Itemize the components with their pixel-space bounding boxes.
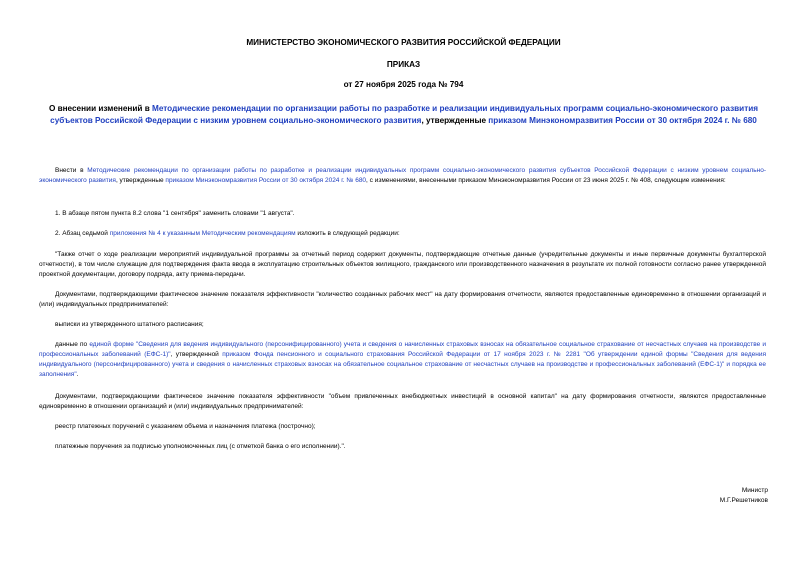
signature-role: Министр (741, 487, 768, 494)
item-1 (39, 209, 766, 219)
item-2 (39, 229, 766, 239)
intro-text-1: Внести в (55, 167, 88, 174)
signature-name: М.Г.Решетников (719, 497, 768, 504)
payment-orders-text: платежные поручения за подписью уполномоченных лиц (с отметкой банка о его исполнении).". (55, 443, 346, 450)
docs-investments-text: Документами, подтверждающими фактическое значение показателя эффективности "объем привлеченных внебюджетных инвестиций в основной капитал" на дату формирования отчетности, являются предоставленные единовременно в отношении организаций и (или) индивидуальных предпринимателей: (39, 393, 766, 410)
docs-investments-paragraph (39, 392, 766, 412)
order-date: от 27 ноября 2025 года № 794 (343, 80, 464, 89)
item-2-link-appendix[interactable]: приложения № 4 к указанным Методическим рекомендациям (109, 230, 296, 237)
item-2-text-2: изложить в следующей редакции: (295, 230, 400, 237)
ministry-name: МИНИСТЕРСТВО ЭКОНОМИЧЕСКОГО РАЗВИТИЯ РОССИЙСКОЙ ФЕДЕРАЦИИ (246, 38, 561, 47)
order-kind: ПРИКАЗ (386, 60, 421, 69)
extract-paragraph (39, 320, 766, 330)
registry-text: реестр платежных поручений с указанием объема и назначения платежа (построчно); (55, 423, 316, 430)
efs-link-order[interactable]: приказом Фонда пенсионного и социального страхования Российской Федерации от 17 ноября 2023 г. № 2281 "Об утверждении единой формы "Сведения для ведения индивидуального (персонифицированного) учета и сведения о начисленных страховых взносах на обязательное социальное страхование от несчастных случаев на производстве и профессиональных заболеваний (ЕФС-1)" и порядка ее заполнения" (39, 351, 767, 378)
efs-text-1: данные по (55, 341, 90, 348)
intro-text-2: , утвержденные (115, 177, 166, 184)
docs-jobs-text: Документами, подтверждающими фактическое значение показателя эффективности "количество созданных рабочих мест" на дату формирования отчетности, являются предоставленные единовременно в отношении организаций и (или) индивидуальных предпринимателей: (39, 291, 766, 308)
efs-text-2: , утвержденной (170, 351, 223, 358)
intro-paragraph (39, 166, 766, 186)
efs-text-3: . (76, 371, 79, 378)
title-link-recommendations[interactable]: Методические рекомендации по организации работы по разработке и реализации индивидуальных программ социально-экономического развития субъектов Российской Федерации с низким уровнем социально-экономического развития (50, 104, 759, 125)
payment-orders-paragraph (39, 442, 766, 452)
item-1-text: 1. В абзаце пятом пункта 8.2 слова "1 сентября" заменить словами "1 августа". (55, 210, 295, 217)
title-text-1: О внесении изменений в (48, 104, 153, 113)
quote-paragraph (39, 250, 766, 280)
title-link-order[interactable]: приказом Минэкономразвития России от 30 октября 2024 г. № 680 (488, 116, 757, 125)
efs-link-form[interactable]: единой форме "Сведения для ведения индивидуального (персонифицированного) учета и сведения о начисленных страховых взносах на обязательное социальное страхование от несчастных случаев на производстве и профессиональных заболеваний (ЕФС-1)" (39, 341, 767, 358)
extract-text: выписки из утвержденного штатного расписания; (55, 321, 204, 328)
intro-text-3: , с изменениями, внесенными приказом Минэкономразвития России от 23 июня 2025 г. № 408, следующие изменения: (366, 177, 726, 184)
intro-link-recommendations[interactable]: Методические рекомендации по организации работы по разработке и реализации индивидуальных программ социально-экономического развития субъектов Российской Федерации с низким уровнем социально-экономического развития (39, 167, 766, 184)
registry-paragraph (39, 422, 766, 432)
title-text-2: , утвержденные (421, 116, 489, 125)
document-title (30, 103, 777, 127)
intro-link-order[interactable]: приказом Минэкономразвития России от 30 октября 2024 г. № 680 (165, 177, 367, 184)
docs-jobs-paragraph (39, 290, 766, 310)
signature-block (720, 486, 768, 506)
efs-paragraph (39, 340, 766, 380)
item-2-text-1: 2. Абзац седьмой (55, 230, 110, 237)
quote-text: "Также отчет о ходе реализации мероприятий индивидуальной программы за отчетный период содержит документы, подтверждающие отчетные данные (учредительные документы и иные первичные документы бухгалтерской отчетности), в том числе служащие для подтверждения факта ввода в эксплуатацию строительных объектов жилищного, гражданского или производственного назначения в результате их полной готовности согласно ранее утвержденной проектной документации, договору подряда, акту приема-передачи. (39, 251, 766, 278)
